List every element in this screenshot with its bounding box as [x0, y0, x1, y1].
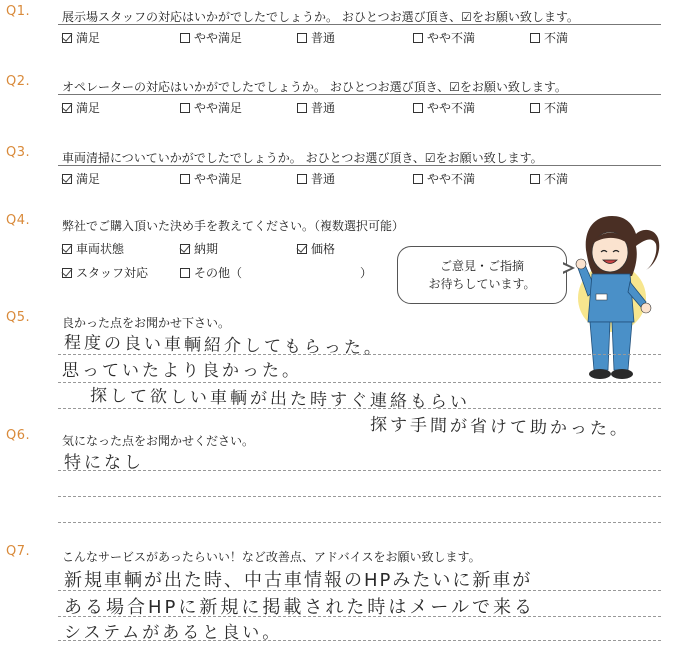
q3-option-5[interactable] [530, 170, 568, 187]
mascot-leg-right [612, 322, 632, 370]
option-label: 納期 [194, 242, 219, 256]
q1-option-5[interactable] [530, 29, 568, 46]
checkbox[interactable] [297, 33, 307, 43]
q5-number: Q5. [6, 310, 31, 325]
q7-question: こんなサービスがあったらいい！など改善点、アドバイスをお願い致します。 [62, 550, 481, 564]
q1-number: Q1. [6, 4, 31, 19]
q2-question: オペレーターの対応はいかがでしたでしょうか。 おひとつお選び頂き、☑をお願い致します。 [62, 80, 567, 94]
q1-option-2[interactable] [180, 29, 242, 46]
q4-option-4[interactable] [62, 264, 148, 281]
checkbox[interactable] [297, 174, 307, 184]
q1-rule [58, 24, 661, 25]
q2-option-3[interactable] [297, 99, 335, 116]
q3-option-4[interactable] [413, 170, 475, 187]
mascot-uniform [588, 274, 634, 322]
mascot-leg-left [590, 322, 610, 370]
q6-line-1 [58, 470, 661, 471]
checkbox[interactable] [180, 33, 190, 43]
q3-number: Q3. [6, 145, 31, 160]
q7-number: Q7. [6, 544, 31, 559]
checkbox[interactable] [62, 268, 72, 278]
q1-option-1[interactable] [62, 29, 100, 46]
checkbox[interactable] [530, 33, 540, 43]
q2-rule [58, 94, 661, 95]
bubble-line-1: ご意見・ご指摘 [439, 259, 524, 273]
q2-option-2[interactable] [180, 99, 242, 116]
comment-bubble [397, 246, 567, 304]
q4-option-3[interactable] [297, 240, 335, 257]
q4-question: 弊社でご購入頂いた決め手を教えてください。（複数選択可能） [62, 219, 405, 233]
option-label: その他（ [194, 266, 243, 280]
checkbox[interactable] [62, 33, 72, 43]
q3-rule [58, 165, 661, 166]
checkbox[interactable] [297, 244, 307, 254]
q5-answer-line-2: 思っていたより良かった。 [62, 361, 302, 381]
mascot-shoe-right [611, 369, 633, 379]
bubble-tail-inner [562, 264, 571, 272]
q7-answer-line-2: ある場合HPに新規に掲載された時はメールで来る [64, 597, 536, 618]
staff-mascot-illustration [572, 210, 672, 390]
checkbox[interactable] [62, 174, 72, 184]
option-label: 普通 [311, 31, 336, 45]
option-label: やや不満 [427, 31, 476, 45]
option-label: 不満 [544, 172, 569, 186]
q5-answer-line-3: 探して欲しい車輌が出た時すぐ連絡もらい [89, 386, 471, 413]
q6-number: Q6. [6, 428, 31, 443]
checkbox[interactable] [62, 244, 72, 254]
option-label: 普通 [311, 101, 336, 115]
q7-answer-line-1: 新規車輌が出た時、中古車情報のHPみたいに新車が [64, 570, 533, 591]
q7-answer-line-3: システムがあると良い。 [64, 623, 283, 643]
q1-option-3[interactable] [297, 29, 335, 46]
option-label: やや不満 [427, 172, 476, 186]
q3-question: 車両清掃についていかがでしたでしょうか。 おひとつお選び頂き、☑をお願い致します。 [62, 151, 543, 165]
checkbox[interactable] [62, 103, 72, 113]
q3-option-3[interactable] [297, 170, 335, 187]
q3-option-1[interactable] [62, 170, 100, 187]
checkbox[interactable] [530, 174, 540, 184]
q6-answer-line-1: 特になし [64, 453, 144, 473]
option-label: 満足 [76, 172, 101, 186]
q4-close-paren: ） [360, 266, 373, 280]
option-label: やや満足 [194, 172, 243, 186]
checkbox[interactable] [297, 103, 307, 113]
mascot-name-badge [596, 294, 607, 300]
q4-option-5[interactable] [180, 264, 242, 281]
q5-answer-line-4: 探す手間が省けて助かった。 [369, 415, 631, 440]
checkbox[interactable] [413, 174, 423, 184]
option-label: 普通 [311, 172, 336, 186]
q6-line-2 [58, 496, 661, 497]
q2-option-5[interactable] [530, 99, 568, 116]
option-label: 価格 [311, 242, 336, 256]
mascot-hand-left [576, 259, 586, 269]
q4-number: Q4. [6, 213, 31, 228]
option-label: 満足 [76, 101, 101, 115]
option-label: 車両状態 [76, 242, 125, 256]
q6-question: 気になった点をお聞かせください。 [62, 434, 255, 448]
q1-question: 展示場スタッフの対応はいかがでしたでしょうか。 おひとつお選び頂き、☑をお願い致します。 [62, 10, 579, 24]
q1-option-4[interactable] [413, 29, 475, 46]
checkbox[interactable] [413, 33, 423, 43]
checkbox[interactable] [413, 103, 423, 113]
option-label: 不満 [544, 31, 569, 45]
q4-option-2[interactable] [180, 240, 218, 257]
q2-option-4[interactable] [413, 99, 475, 116]
checkbox[interactable] [180, 268, 190, 278]
mascot-hand-right [641, 303, 651, 313]
option-label: やや不満 [427, 101, 476, 115]
checkbox[interactable] [530, 103, 540, 113]
option-label: 満足 [76, 31, 101, 45]
mascot-shoe-left [589, 369, 611, 379]
option-label: スタッフ対応 [76, 266, 149, 280]
option-label: 不満 [544, 101, 569, 115]
q4-option-1[interactable] [62, 240, 124, 257]
option-label: やや満足 [194, 101, 243, 115]
q6-line-3 [58, 522, 661, 523]
q2-number: Q2. [6, 74, 31, 89]
q5-question: 良かった点をお聞かせ下さい。 [62, 316, 231, 330]
q5-answer-line-1: 程度の良い車輌紹介してもらった。 [63, 333, 385, 359]
option-label: やや満足 [194, 31, 243, 45]
bubble-line-2: お待ちしています。 [428, 277, 536, 291]
checkbox[interactable] [180, 244, 190, 254]
q2-option-1[interactable] [62, 99, 100, 116]
checkbox[interactable] [180, 103, 190, 113]
checkbox[interactable] [180, 174, 190, 184]
q3-option-2[interactable] [180, 170, 242, 187]
